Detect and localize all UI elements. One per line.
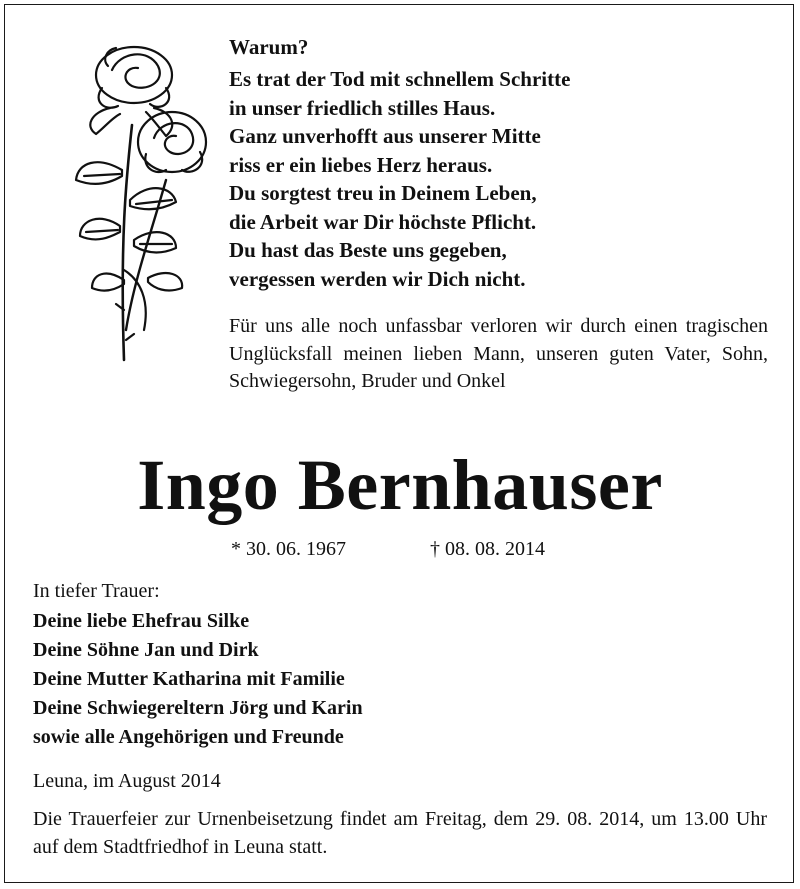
birth-date: * 30. 06. 1967 [231, 538, 346, 560]
death-date: † 08. 08. 2014 [430, 538, 545, 560]
poem-title: Warum? [229, 35, 309, 59]
poem-line: Es trat der Tod mit schnellem Schritte [229, 67, 571, 91]
rose-icon [62, 30, 222, 370]
mourner-line: sowie alle Angehörigen und Freunde [33, 726, 344, 748]
mourner-line: Deine Söhne Jan und Dirk [33, 639, 259, 661]
poem-line: Du sorgtest treu in Deinem Leben, [229, 181, 537, 205]
mourner-line: Deine liebe Ehefrau Silke [33, 610, 250, 632]
mourner-line: Deine Mutter Katharina mit Familie [33, 668, 345, 690]
poem-line: riss er ein liebes Herz heraus. [229, 152, 493, 177]
place-date: Leuna, im August 2014 [33, 770, 221, 792]
poem [229, 32, 774, 293]
poem-line: vergessen werden wir Dich nicht. [229, 266, 526, 291]
poem-line: Du hast das Beste uns gegeben, [229, 238, 507, 262]
mourners-list [33, 607, 363, 752]
funeral-notice: Die Trauerfeier zur Urnenbeisetzung findet am Freitag, dem 29. 08. 2014, um 13.00 Uhr auf dem Stadtfriedhof in Leuna statt. [33, 808, 767, 858]
poem-line: die Arbeit war Dir höchste Pflicht. [229, 209, 537, 234]
poem-line: in unser friedlich stilles Haus. [229, 95, 496, 120]
mourner-line: Deine Schwiegereltern Jörg und Karin [33, 697, 363, 719]
intro-text: Für uns alle noch unfassbar verloren wir durch einen tragischen Unglücksfall meinen lieben Mann, unseren guten Vater, Sohn, Schwiegersohn, Bruder und Onkel [229, 315, 768, 392]
deceased-name: Ingo Bernhauser [137, 445, 663, 525]
mourning-heading: In tiefer Trauer: [33, 580, 160, 602]
poem-line: Ganz unverhofft aus unserer Mitte [229, 124, 541, 148]
